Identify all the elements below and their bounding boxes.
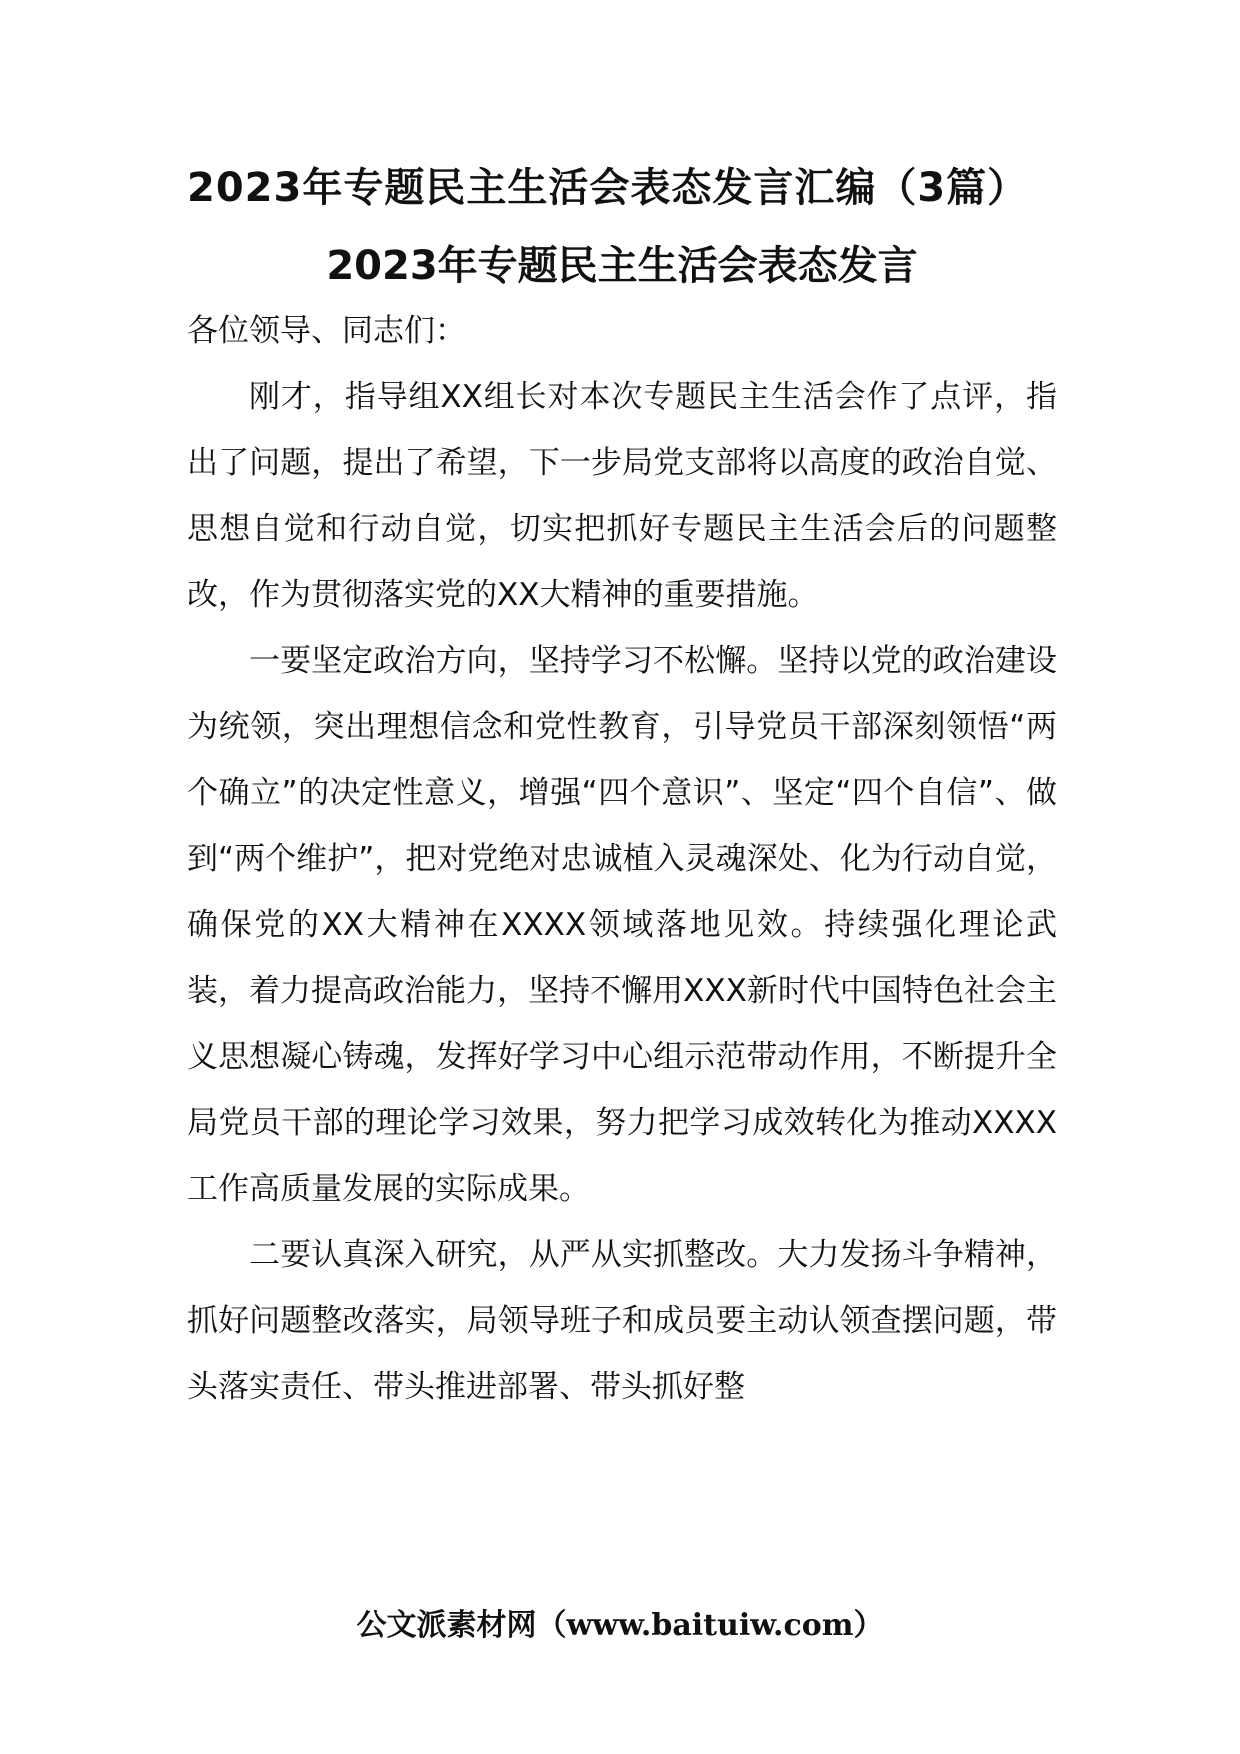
salutation: 各位领导、同志们： [187, 313, 466, 349]
paragraph: 一要坚定政治方向，坚持学习不松懈。坚持以党的政治建设为统领，突出理想信念和党性教育，引导党员干部深刻领悟“两个确立”的决定性意义，增强“四个意识”、坚定“四个自信”、做到“两个维护”，把对党绝对忠诚植入灵魂深处、化为行动自觉，确保党的XX大精神在XXXX领域落地见效。持续强化理论武装，着力提高政治能力，坚持不懈用XXX新时代中国特色社会主义思想凝心铸魂，发挥好学习中心组示范带动作用，不断提升全局党员干部的理论学习效果，努力把学习成效转化为推动XXXX工作高质量发展的实际成果。 [187, 643, 1057, 1207]
paragraph: 二要认真深入研究，从严从实抓整改。大力发扬斗争精神，抓好问题整改落实，局领导班子和成员要主动认领查摆问题，带头落实责任、带头推进部署、带头抓好整 [187, 1237, 1057, 1405]
speech-title: 2023年专题民主生活会表态发言 [326, 243, 918, 289]
footer-watermark: 公文派素材网（www.baituiw.com） [356, 1608, 884, 1643]
document-title: 2023年专题民主生活会表态发言汇编（3篇） [187, 165, 1029, 211]
paragraph: 刚才，指导组XX组长对本次专题民主生活会作了点评，指出了问题，提出了希望，下一步局党支部将以高度的政治自觉、思想自觉和行动自觉，切实把抓好专题民主生活会后的问题整改，作为贯彻落实党的XX大精神的重要措施。 [187, 379, 1057, 613]
document-body [187, 158, 1057, 1420]
